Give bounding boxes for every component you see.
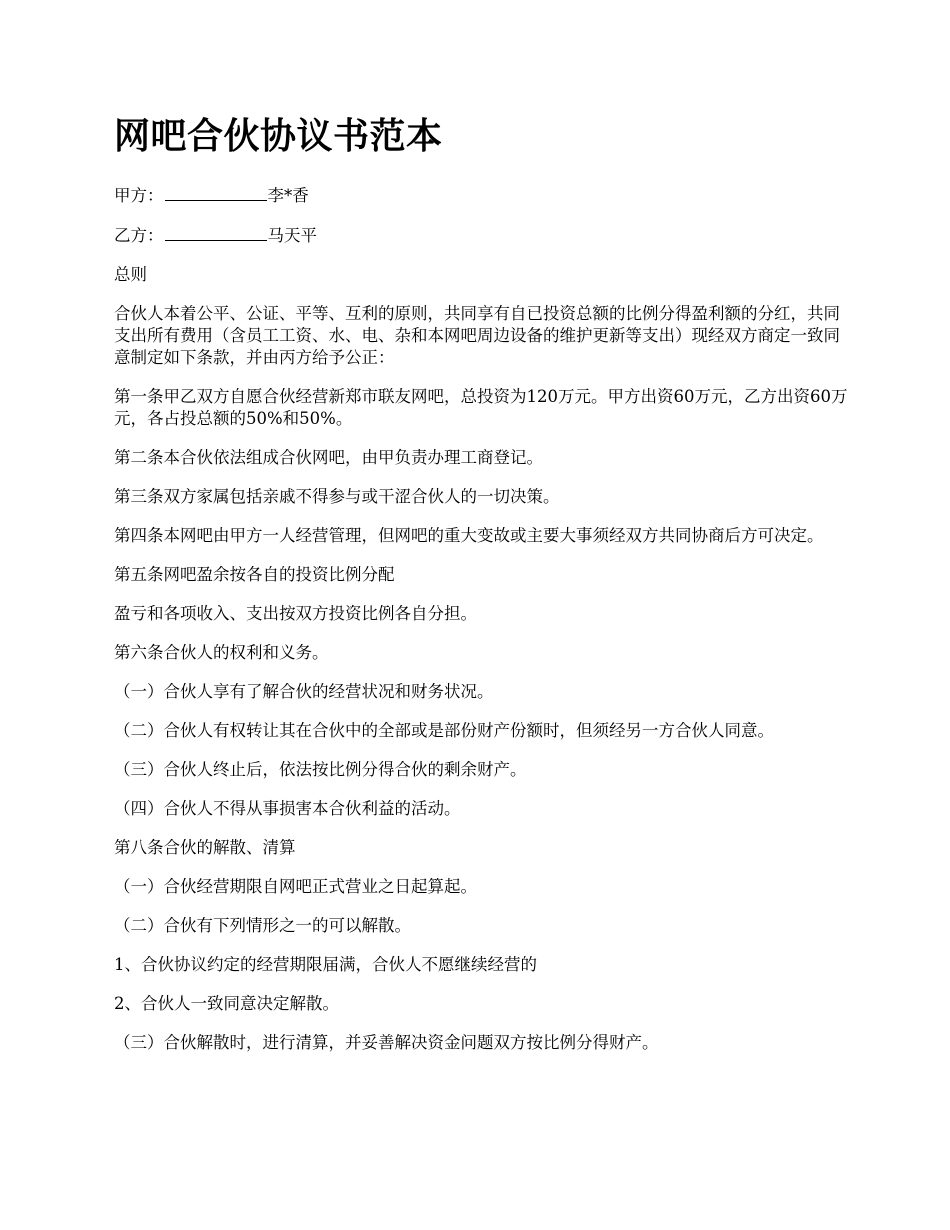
party-b-line — [114, 224, 854, 247]
list-item: （三）合伙解散时，进行清算，并妥善解决资金问题双方按比例分得财产。 — [114, 1033, 659, 1052]
paragraph-article-8: 第八条合伙的解散、清算 — [114, 838, 296, 857]
list-item: （二）合伙有下列情形之一的可以解散。 — [114, 916, 411, 935]
list-item: 2、合伙人一致同意决定解散。 — [114, 994, 339, 1013]
list-item: （二）合伙人有权转让其在合伙中的全部或是部份财产份额时，但须经另一方合伙人同意。 — [114, 721, 774, 740]
paragraph-article-4: 第四条本网吧由甲方一人经营管理，但网吧的重大变故或主要大事须经双方共同协商后方可决定。 — [114, 526, 824, 545]
document-title: 网吧合伙协议书范本 — [114, 115, 443, 157]
party-a-name: 李*香 — [267, 186, 309, 205]
party-a-blank — [165, 184, 267, 201]
list-item: 1、合伙协议约定的经营期限届满，合伙人不愿继续经营的 — [114, 955, 537, 974]
party-a-line — [114, 184, 854, 207]
paragraph-article-5-detail: 盈亏和各项收入、支出按双方投资比例各自分担。 — [114, 604, 477, 623]
list-item: （一）合伙人享有了解合伙的经营状况和财务状况。 — [114, 682, 494, 701]
paragraph-preamble: 合伙人本着公平、公证、平等、互利的原则，共同享有自已投资总额的比例分得盈利额的分红，共同支出所有费用（含员工工资、水、电、杂和本网吧周边设备的维护更新等支出）现经双方商定一致同意制定如下条款，并由丙方给予公正： — [114, 304, 840, 367]
party-b-blank — [165, 224, 267, 241]
paragraph-article-5: 第五条网吧盈余按各自的投资比例分配 — [114, 565, 395, 584]
paragraph-article-1: 第一条甲乙双方自愿合伙经营新郑市联友网吧，总投资为120万元。甲方出资60万元，乙方出资60万元，各占投总额的50%和50%。 — [114, 387, 848, 428]
list-item: （四）合伙人不得从事损害本合伙利益的活动。 — [114, 799, 461, 818]
list-item: （三）合伙人终止后，依法按比例分得合伙的剩余财产。 — [114, 760, 527, 779]
party-a-label: 甲方： — [114, 186, 164, 205]
paragraph-article-3: 第三条双方家属包括亲戚不得参与或干涩合伙人的一切决策。 — [114, 487, 560, 506]
paragraph-article-2: 第二条本合伙依法组成合伙网吧，由甲负责办理工商登记。 — [114, 448, 543, 467]
list-item: （一）合伙经营期限自网吧正式营业之日起算起。 — [114, 877, 477, 896]
document-page — [114, 112, 854, 1071]
party-b-name: 马天平 — [267, 226, 317, 245]
party-b-label: 乙方： — [114, 226, 164, 245]
paragraph-article-6: 第六条合伙人的权利和义务。 — [114, 643, 329, 662]
section-heading-general: 总则 — [114, 265, 147, 284]
